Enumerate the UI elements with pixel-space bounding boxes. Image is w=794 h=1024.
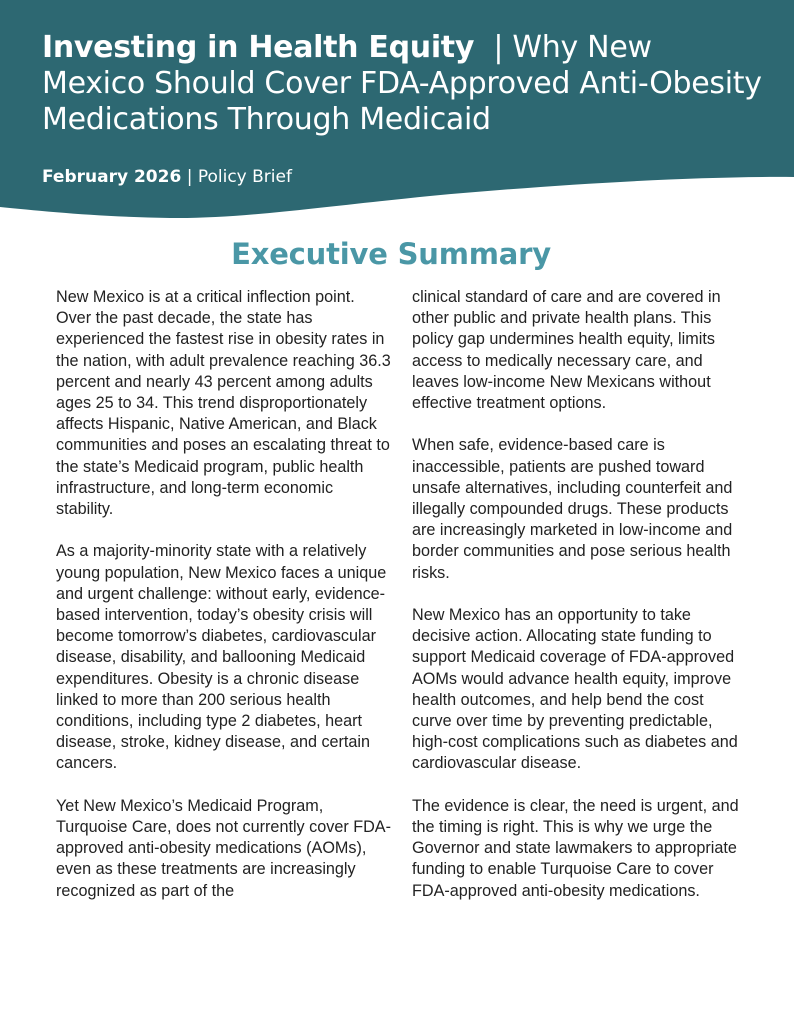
paragraph: clinical standard of care and are covered in other public and private health plans. This policy gap undermines health equity, limits access to medically necessary care, and leaves low-income New Mexicans without effective treatment options. (412, 288, 721, 413)
title-separator: | (493, 30, 504, 65)
meta-separator: | (186, 167, 193, 187)
paragraph: The evidence is clear, the need is urgent, and the timing is right. This is why we urge the Governor and state lawmakers to appropriate funding to enable Turquoise Care to cover FDA-approved anti-obesity medications. (412, 796, 739, 900)
document-title (42, 30, 762, 138)
document-type: Policy Brief (197, 167, 292, 187)
title-rest: Why New Mexico Should Cover FDA-Approved Anti-Obesity Medications Through Medicaid (42, 30, 762, 137)
document-meta (42, 165, 292, 189)
paragraph: Yet New Mexico’s Medicaid Program, Turquoise Care, does not currently cover FDA-approved anti-obesity medications (AOMs), even as these treatments are increasingly recognized as part of the (56, 796, 391, 900)
section-heading: Executive Summary (231, 237, 551, 271)
title-bold: Investing in Health Equity (42, 30, 475, 65)
paragraph: New Mexico has an opportunity to take decisive action. Allocating state funding to support Medicaid coverage of FDA-approved AOMs would advance health equity, improve health outcomes, and help bend the cost curve over time by preventing predictable, high-cost complications such as diabetes and cardiovascular disease. (412, 606, 738, 773)
paragraph: As a majority-minority state with a relatively young population, New Mexico faces a unique and urgent challenge: without early, evidence-based intervention, today’s obesity crisis will become tomorrow’s diabetes, cardiovascular disease, disability, and ballooning Medicaid expenditures. Obesity is a chronic disease linked to more than 200 serious health conditions, including type 2 diabetes, heart disease, stroke, kidney disease, and certain cancers. (56, 542, 387, 773)
paragraph: When safe, evidence-based care is inaccessible, patients are pushed toward unsafe alternatives, including counterfeit and illegally compounded drugs. These products are increasingly marketed in low-income and border communities and pose serious health risks. (412, 436, 733, 582)
paragraph: New Mexico is at a critical inflection point. Over the past decade, the state has experienced the fastest rise in obesity rates in the nation, with adult prevalence reaching 36.3 percent and nearly 43 percent among adults ages 25 to 34. This trend disproportionately affects Hispanic, Native American, and Black communities and poses an escalating threat to the state’s Medicaid program, public health infrastructure, and long-term economic stability. (56, 288, 391, 519)
left-column (56, 287, 391, 923)
right-column (412, 287, 742, 923)
publication-date: February 2026 (42, 167, 182, 187)
